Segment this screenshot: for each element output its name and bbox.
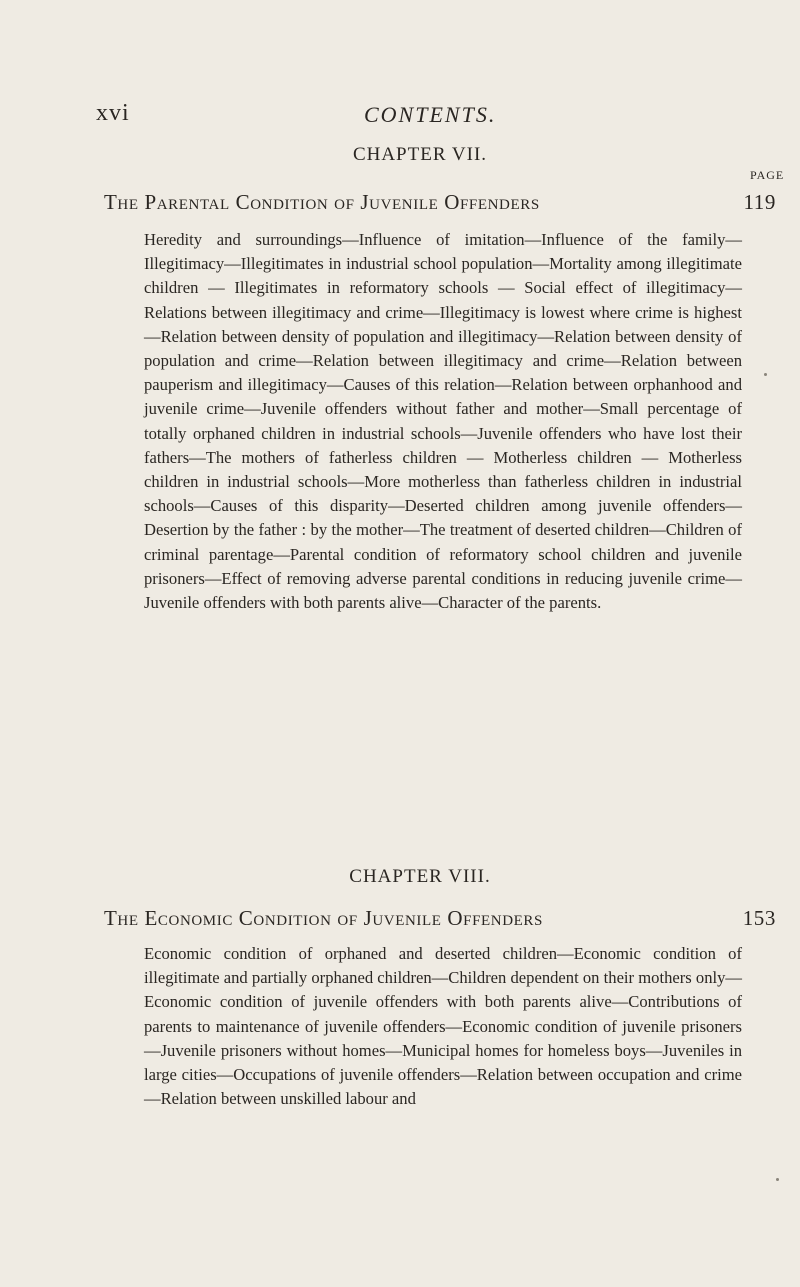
chapter-summary-text: Heredity and surroundings—Influence of imitation—Influence of the family—Illegitimacy—Illegitimates in industrial school population—Mortality among illegitimate children — Illegitimates in reformatory schools — Social effect of illegitimacy—Relations between illegitimacy and crime—Illegitimacy is lowest where crime is highest—Relation between density of population and illegitimacy—Relation between density of population and crime—Relation between illegitimacy and crime—Relation between pauperism and illegitimacy—Causes of this relation—Relation between orphanhood and juvenile crime—Juvenile offenders without father and mother—Small percentage of totally orphaned children in industrial schools—Juvenile offenders who have lost their fathers—The mothers of fatherless children — Motherless children — Motherless children in industrial schools—More motherless than fatherless children in industrial schools—Causes of this disparity—Deserted children among juvenile offenders—Desertion by the father : by the mother—The treatment of deserted children—Children of criminal parentage—Parental condition of reformatory school children and juvenile prisoners—Effect of removing adverse parental conditions in reducing juvenile crime—Juvenile offenders with both parents alive—Character of the parents. bbox=[144, 230, 742, 613]
paper-speck bbox=[776, 1178, 779, 1181]
chapter-label: CHAPTER VII. bbox=[352, 144, 488, 165]
chapter-label: CHAPTER VIII. bbox=[349, 866, 491, 887]
chapter-page-number: 153 bbox=[742, 906, 776, 930]
chapter-page-number: 119 bbox=[743, 190, 776, 214]
running-head bbox=[96, 100, 716, 136]
page-folio: xvi bbox=[96, 100, 130, 126]
chapter-heading bbox=[104, 906, 776, 934]
chapter-summary bbox=[144, 942, 742, 1111]
chapter-summary bbox=[144, 228, 742, 615]
running-title: CONTENTS. bbox=[364, 102, 497, 127]
page-column-label: PAGE bbox=[750, 168, 785, 182]
chapter-title: The Economic Condition of Juvenile Offenders bbox=[104, 906, 543, 930]
paper-speck bbox=[764, 373, 767, 376]
chapter-heading bbox=[104, 190, 776, 218]
chapter-title: The Parental Condition of Juvenile Offenders bbox=[104, 190, 540, 214]
chapter-summary-text: Economic condition of orphaned and deserted children—Economic condition of illegitimate and partially orphaned children—Children dependent on their mothers only—Economic condition of juvenile offenders with both parents alive—Contributions of parents to maintenance of juvenile offenders—Economic condition of juvenile prisoners—Juvenile prisoners without homes—Municipal homes for homeless boys—Juveniles in large cities—Occupations of juvenile offenders—Relation between occupation and crime—Relation between unskilled labour and bbox=[144, 944, 742, 1109]
